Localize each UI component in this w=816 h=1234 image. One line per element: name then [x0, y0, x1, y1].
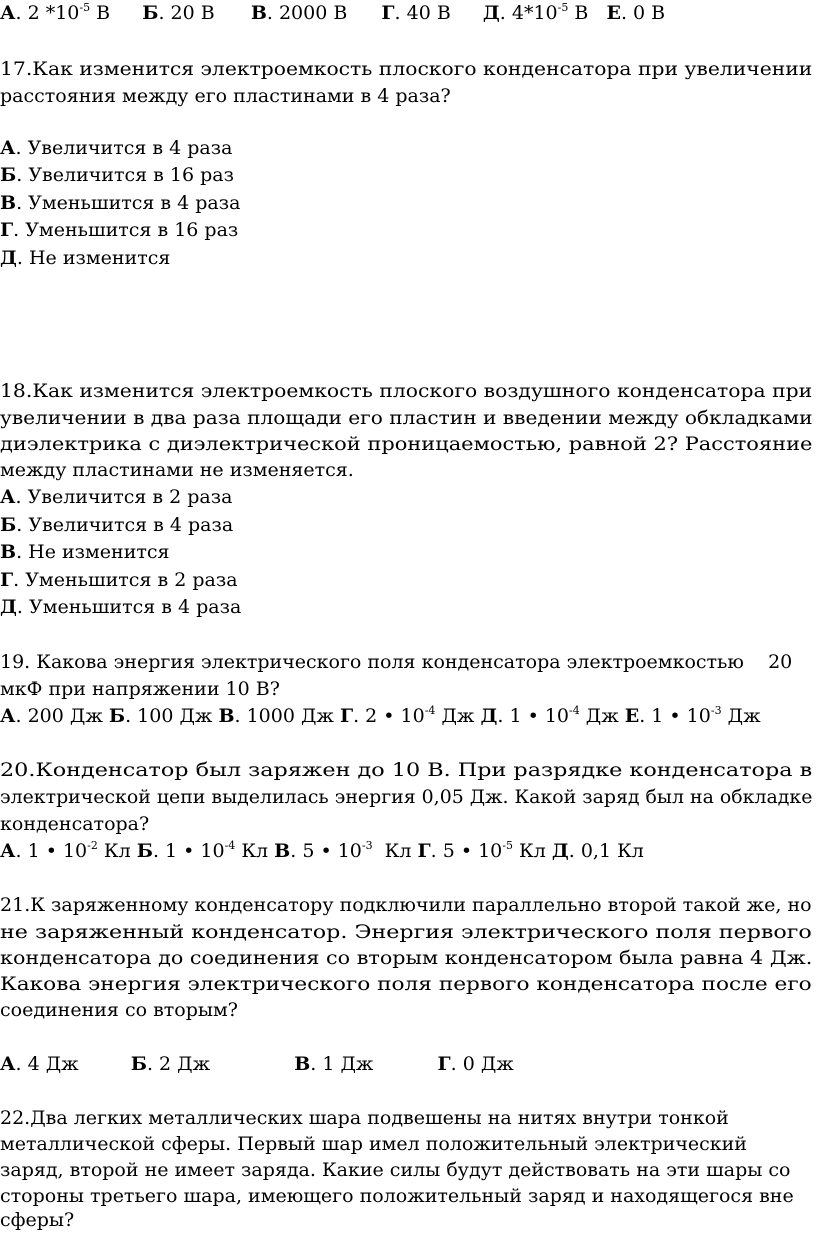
- q16-option-e: Д. $4*10^{-5}$ В: [482, 1, 589, 24]
- q21-option-a: А. 4 Дж: [0, 1053, 79, 1075]
- q22-question-line-3: заряд, второй не имеет заряда. Какие силы будут действовать на эти шары со: [0, 1159, 791, 1181]
- q21-question-line-5: соединения со вторым?: [0, 999, 238, 1021]
- q18-question-line-4: между пластинами не изменяется.: [0, 459, 354, 481]
- q17-question-line-1: 17.Как изменится электроемкость плоского конденсатора при увеличении: [0, 58, 813, 80]
- q19-question-line-1: 19. Какова энергия электрического поля конденсатора электроемкостью 20: [0, 651, 793, 673]
- q16-options-row: [0, 0, 665, 27]
- q16-option-c: В. 2000 В: [250, 2, 348, 24]
- q17-option-d: Г. Уменьшится в 16 раз: [0, 219, 239, 241]
- q21-option-d: Г. 0 Дж: [437, 1053, 514, 1075]
- q18-option-e: Д. Уменьшится в 4 раза: [0, 596, 242, 618]
- q19-question-line-2: мкФ при напряжении 10 В?: [0, 678, 280, 700]
- q18-question-line-1: 18.Как изменится электроемкость плоского воздушного конденсатора при: [0, 380, 813, 402]
- q21-question-line-1: 21.К заряженному конденсатору подключили параллельно второй такой же, но: [0, 894, 812, 916]
- q18-option-a: А. Увеличится в 2 раза: [0, 486, 233, 508]
- q21-option-b: Б. 2 Дж: [130, 1053, 211, 1075]
- q22-question-line-1: 22.Два легких металлических шара подвешены на нитях внутри тонкой: [0, 1107, 729, 1129]
- q16-option-d: Г. 40 В: [381, 2, 451, 24]
- q18-question-line-3: диэлектрика с диэлектрической проницаемостью, равной 2? Расстояние: [0, 433, 813, 455]
- q16-option-b: Б. 20 В: [142, 2, 215, 24]
- q18-option-c: В. Не изменится: [0, 541, 170, 563]
- q22-question-line-4: стороны третьего шара, имеющего положительный заряд и находящегося вне: [0, 1185, 794, 1207]
- q20-question-line-2: электрической цепи выделилась энергия 0,05 Дж. Какой заряд был на обкладке: [0, 786, 813, 808]
- q22-question-line-5: сферы?: [0, 1209, 75, 1231]
- q17-option-a: А. Увеличится в 4 раза: [0, 137, 233, 159]
- q17-option-b: Б. Увеличится в 16 раз: [0, 164, 234, 186]
- q16-option-a: А. 2 $*10^{-5}$ В: [0, 1, 111, 24]
- q17-option-c: В. Уменьшится в 4 раза: [0, 192, 241, 214]
- q21-question-line-2: не заряженный конденсатор. Энергия электрического поля первого: [0, 921, 812, 943]
- q17-option-e: Д. Не изменится: [0, 247, 171, 269]
- q21-options-row: [0, 1051, 514, 1078]
- q18-question-line-2: увеличении в два раза площади его пластин и введении между обкладками: [0, 407, 813, 429]
- q21-option-c: В. 1 Дж: [294, 1053, 374, 1075]
- q20-question-line-1: 20.Конденсатор был заряжен до 10 В. При разрядке конденсатора в: [0, 759, 813, 781]
- q19-answer-a-letter: А: [0, 705, 16, 727]
- q17-question-line-2: расстояния между его пластинами в 4 раза?: [0, 85, 451, 107]
- q20-answers-row: А. 1 • $10^{-2}$ Кл Б. 1 • $10^{-4}$ Кл В. 5 • $10^{-3}$ Кл Г. 5 • $10^{-5}$ Кл Д. 0,1 Кл: [0, 839, 644, 862]
- q21-question-line-3: конденсатора до соединения со вторым конденсатором была равна 4 Дж.: [0, 947, 813, 969]
- q22-question-line-2: металлической сферы. Первый шар имел положительный электрический: [0, 1133, 747, 1155]
- q19-answers-row: А. 200 Дж Б. 100 Дж В. 1000 Дж Г. 2 • $10^{-4}$ Дж Д. 1 • $10^{-4}$ Дж Е. 1 • $10^{-3}$ Дж: [0, 704, 761, 727]
- q21-question-line-4: Какова энергия электрического поля первого конденсатора после его: [0, 973, 812, 995]
- q18-option-b: Б. Увеличится в 4 раза: [0, 514, 234, 536]
- q20-question-line-3: конденсатора?: [0, 813, 150, 835]
- q18-option-d: Г. Уменьшится в 2 раза: [0, 569, 238, 591]
- q16-option-f: Е. 0 В: [606, 2, 666, 24]
